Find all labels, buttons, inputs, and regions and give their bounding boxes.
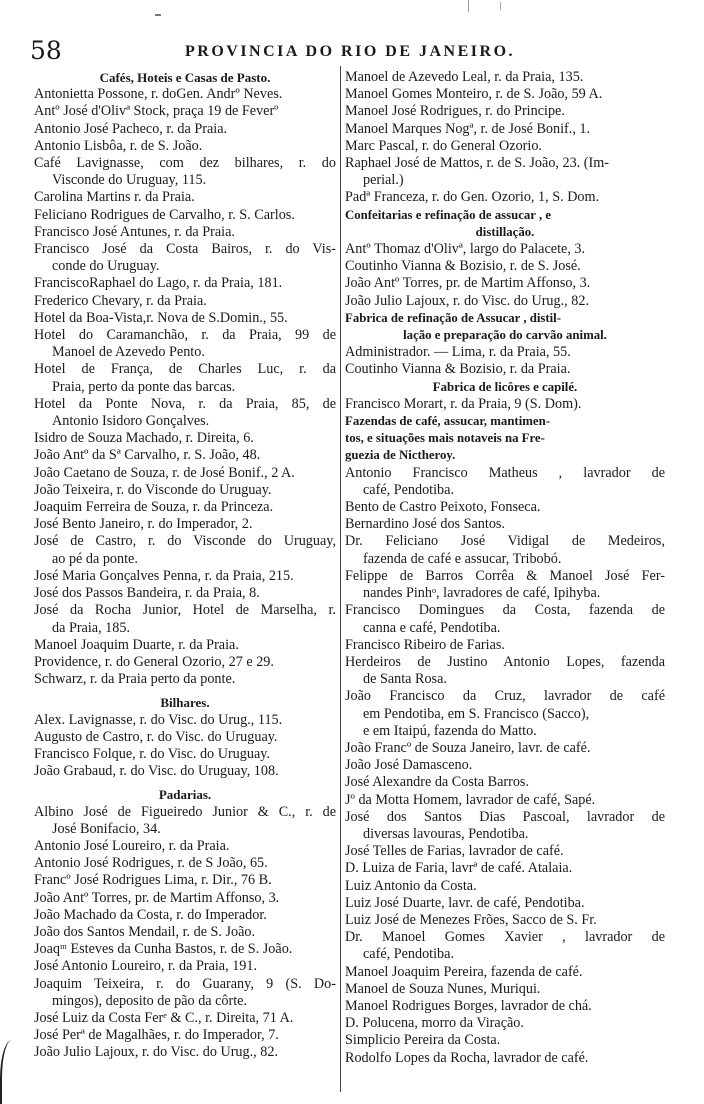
list-item: Manoel Joaquim Pereira, fazenda de café.: [345, 963, 583, 980]
list-item: Café Lavignasse, com dez bilhares, r. do: [34, 155, 336, 172]
list-item: D. Polucena, morro da Viração.: [345, 1015, 524, 1032]
list-item: João Francisco da Cruz, lavrador de café: [345, 688, 665, 705]
right-column: [345, 69, 665, 1067]
page-binding-edge: [0, 1040, 20, 1104]
page-number: 58: [30, 36, 62, 65]
list-item: João Julio Lajoux, r. do Visc. do Urug., 82.: [345, 292, 589, 309]
list-item: Coutinho Vianna & Bozisio, r. da Praia.: [345, 361, 571, 378]
section-heading-fazendas-line2: tos, e situações mais notaveis na Fre-: [345, 431, 545, 446]
list-item: Joaquim Ferreira de Souza, r. da Princeza.: [34, 499, 274, 516]
list-item: Rodolfo Lopes da Rocha, lavrador de café.: [345, 1049, 589, 1066]
list-item: Manoel Joaquim Duarte, r. da Praia.: [34, 636, 239, 653]
running-title: PROVINCIA DO RIO DE JANEIRO.: [184, 43, 516, 60]
list-item: Albino José de Figueiredo Junior & C., r. de: [34, 803, 336, 820]
section-heading-refinacao-line2: lação e preparação do carvão animal.: [403, 328, 607, 343]
list-item: de Santa Rosa.: [363, 671, 447, 688]
list-refinacao: [345, 344, 665, 378]
list-item: Francisco Folque, r. do Visc. do Uruguay.: [34, 745, 270, 762]
list-item: José de Castro, r. do Visconde do Uruguay,: [34, 533, 336, 550]
list-bilhares: [34, 712, 336, 781]
list-item: Felippe de Barros Corrêa & Manoel José Fer-: [345, 567, 665, 584]
list-item: Antonio Lisbôa, r. de S. João.: [34, 137, 203, 154]
list-item: Dr. Manoel Gomes Xavier , lavrador de: [345, 929, 665, 946]
list-item: Padª Franceza, r. do Gen. Ozorio, 1, S. Dom.: [345, 189, 600, 206]
list-item: José Bonifacio, 34.: [52, 820, 161, 837]
list-item: Antonio Francisco Matheus , lavrador de: [345, 464, 665, 481]
list-item: Schwarz, r. da Praia perto da ponte.: [34, 671, 236, 688]
list-item: Francº José Rodrigues Lima, r. Dir., 76 B.: [34, 872, 272, 889]
list-item: José dos Passos Bandeira, r. da Praia, 8.: [34, 585, 260, 602]
list-item: João Antº Torres, pr. de Martim Affonso, 3.: [34, 889, 280, 906]
list-item: café, Pendotiba.: [363, 481, 454, 498]
list-item: Manoel Rodrigues Borges, lavrador de chá.: [345, 997, 592, 1014]
list-item: fazenda de café e assucar, Tribobó.: [363, 550, 562, 567]
list-item: José Perª de Magalhães, r. do Imperador, 7.: [34, 1027, 279, 1044]
list-item: João Teixeira, r. do Visconde do Uruguay.: [34, 481, 272, 498]
left-column: [34, 69, 336, 1062]
list-item: José dos Santos Dias Pascoal, lavrador de: [345, 808, 665, 825]
list-item: Providence, r. do General Ozorio, 27 e 29.: [34, 653, 274, 670]
list-item: em Pendotiba, em S. Francisco (Sacco),: [363, 705, 590, 722]
list-item: Isidro de Souza Machado, r. Direita, 6.: [34, 430, 254, 447]
list-item: Alex. Lavignasse, r. do Visc. do Urug., 115.: [34, 711, 283, 728]
list-item: Joaqᵐ Esteves da Cunha Bastos, r. de S. João.: [34, 941, 293, 958]
list-item: José Luiz da Costa Ferᵉ & C., r. Direita, 71 A.: [34, 1009, 294, 1026]
list-item: Luiz Antonio da Costa.: [345, 877, 477, 894]
column-divider: [340, 66, 341, 1092]
list-item: Visconde do Uruguay, 115.: [52, 172, 207, 189]
list-item: Bernardino José dos Santos.: [345, 516, 505, 533]
list-item: Hotel da Boa-Vista,r. Nova de S.Domin., 55.: [34, 309, 288, 326]
list-item: Administrador. — Lima, r. da Praia, 55.: [345, 344, 571, 361]
list-item: João Machado da Costa, r. do Imperador.: [34, 906, 267, 923]
ink-mark: [500, 2, 501, 10]
list-item: Simplicio Pereira da Costa.: [345, 1032, 501, 1049]
list-item: Manoel de Souza Nunes, Muriqui.: [345, 980, 541, 997]
list-item: Dr. Feliciano José Vidigal de Medeiros,: [345, 533, 665, 550]
list-item: João dos Santos Mendail, r. de S. João.: [34, 923, 256, 940]
list-item: Francisco José da Costa Bairos, r. do Vis-: [34, 241, 336, 258]
list-item: ao pé da ponte.: [52, 550, 138, 567]
list-item: canna e café, Pendotiba.: [363, 619, 501, 636]
list-item: José Telles de Farias, lavrador de café.: [345, 843, 564, 860]
list-item: João Francº de Souza Janeiro, lavr. de café.: [345, 739, 591, 756]
list-item: Praia, perto da ponte das barcas.: [52, 378, 236, 395]
list-confeitarias: [345, 241, 665, 310]
list-item: João José Damasceno.: [345, 757, 473, 774]
list-item: diversas lavouras, Pendotiba.: [363, 825, 529, 842]
list-item: Herdeiros de Justino Antonio Lopes, fazenda: [345, 653, 665, 670]
ink-mark: [155, 14, 161, 16]
list-fazendas: [345, 465, 665, 1067]
list-item: Francisco Morart, r. da Praia, 9 (S. Dom).: [345, 395, 582, 412]
list-item: Augusto de Castro, r. do Visc. do Uruguay.: [34, 728, 278, 745]
list-item: Antº José d'Olivª Stock, praça 19 de Feverº: [34, 103, 279, 120]
list-item: Antonio Isidoro Gonçalves.: [52, 413, 210, 430]
list-item: Jº da Motta Homem, lavrador de café, Sapé.: [345, 791, 596, 808]
list-item: perial.): [363, 172, 404, 189]
list-item: Francisco Domingues da Costa, fazenda de: [345, 602, 665, 619]
section-heading-cafes: Cafés, Hoteis e Casas de Pasto.: [99, 70, 271, 85]
list-item: conde do Uruguay.: [52, 258, 160, 275]
list-item: João Caetano de Souza, r. de José Bonif., 2 A.: [34, 464, 295, 481]
list-item: Joaquim Teixeira, r. do Guarany, 9 (S. Do-: [34, 975, 336, 992]
list-item: José Antonio Loureiro, r. da Praia, 191.: [34, 958, 258, 975]
section-heading-fazendas-line3: guezia de Nictheroy.: [345, 448, 456, 463]
list-cafes-continued: [345, 69, 665, 207]
list-item: João Grabaud, r. do Visc. do Uruguay, 108.: [34, 763, 279, 780]
section-heading-bilhares: Bilhares.: [160, 695, 210, 711]
section-heading-confeitarias-line2: distillação.: [475, 224, 535, 239]
section-heading-refinacao: Fabrica de refinação de Assucar , distil-: [345, 310, 561, 325]
page-header: [0, 37, 704, 67]
list-item: Feliciano Rodrigues de Carvalho, r. S. Carlos.: [34, 206, 295, 223]
list-item: Manoel José Rodrigues, r. do Principe.: [345, 103, 565, 120]
list-item: Antonio José Rodrigues, r. de S João, 65.: [34, 855, 268, 872]
section-heading-fazendas: Fazendas de café, assucar, mantimen-: [345, 414, 550, 429]
list-item: nandes Pinhᵒ, lavradores de café, Ipihyba.: [363, 585, 601, 602]
section-heading-confeitarias: Confeitarias e refinação de assucar , e: [345, 207, 552, 222]
list-item: Antonietta Possone, r. doGen. Andrº Neves.: [34, 86, 283, 103]
list-item: Frederico Chevary, r. da Praia.: [34, 292, 207, 309]
list-item: mingos), deposito de pão da côrte.: [52, 992, 248, 1009]
list-item: café, Pendotiba.: [363, 946, 454, 963]
list-item: Raphael José de Mattos, r. de S. João, 23. (Im-: [345, 155, 609, 172]
list-item: Francisco Ribeiro de Farias.: [345, 636, 505, 653]
list-item: Antonio José Loureiro, r. da Praia.: [34, 837, 230, 854]
list-item: José Maria Gonçalves Penna, r. da Praia, 215.: [34, 567, 294, 584]
list-item: Carolina Martins r. da Praia.: [34, 189, 195, 206]
list-item: Luiz José de Menezes Frões, Sacco de S. Fr.: [345, 911, 597, 928]
section-heading-padarias: Padarias.: [158, 787, 212, 803]
list-item: Manoel de Azevedo Leal, r. da Praia, 135.: [345, 69, 584, 85]
list-padarias: [34, 804, 336, 1062]
list-item: José Bento Janeiro, r. do Imperador, 2.: [34, 516, 253, 533]
list-licores: [345, 396, 665, 413]
list-item: Marc Pascal, r. do General Ozorio.: [345, 137, 542, 154]
list-item: da Praia, 185.: [52, 619, 131, 636]
list-item: Luiz José Duarte, lavr. de café, Pendotiba.: [345, 894, 585, 911]
ink-mark: [468, 0, 469, 12]
list-item: Manoel de Azevedo Pento.: [52, 344, 205, 361]
list-item: Hotel da Ponte Nova, r. da Praia, 85, de: [34, 395, 336, 412]
list-item: José Alexandre da Costa Barros.: [345, 774, 530, 791]
list-item: FranciscoRaphael do Lago, r. da Praia, 181.: [34, 275, 283, 292]
list-item: Manoel Marques Nogª, r. de José Bonif., 1.: [345, 120, 591, 137]
list-item: D. Luiza de Faria, lavrª de café. Atalaia.: [345, 860, 573, 877]
list-item: Antº Thomaz d'Olivª, largo do Palacete, 3.: [345, 241, 586, 258]
list-item: João Antº Torres, pr. de Martim Affonso, 3.: [345, 275, 591, 292]
list-item: Francisco José Antunes, r. da Praia.: [34, 223, 235, 240]
list-item: João Julio Lajoux, r. do Visc. do Urug., 82.: [34, 1044, 278, 1061]
list-item: José da Rocha Junior, Hotel de Marselha, r.: [34, 602, 336, 619]
list-cafes: [34, 86, 336, 688]
section-heading-licores: Fabrica de licôres e capilé.: [432, 379, 578, 394]
list-item: Antonio José Pacheco, r. da Praia.: [34, 120, 228, 137]
list-item: Coutinho Vianna & Bozisio, r. de S. José.: [345, 258, 581, 275]
list-item: e em Itaipú, fazenda do Matto.: [363, 722, 537, 739]
list-item: Hotel de França, de Charles Luc, r. da: [34, 361, 336, 378]
list-item: Hotel do Caramanchão, r. da Praia, 99 de: [34, 327, 336, 344]
list-item: Manoel Gomes Monteiro, r. de S. João, 59 A.: [345, 86, 603, 103]
list-item: João Antº da Sª Carvalho, r. S. João, 48.: [34, 447, 261, 464]
list-item: Bento de Castro Peixoto, Fonseca.: [345, 499, 541, 516]
